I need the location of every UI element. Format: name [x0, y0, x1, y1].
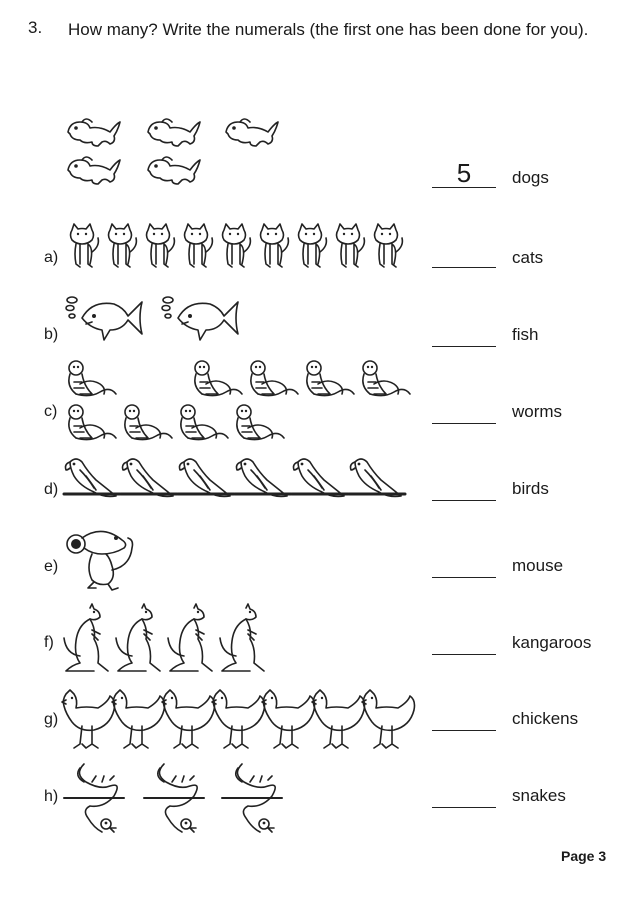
snake-pictures: [64, 762, 304, 836]
worm-pictures: [66, 360, 426, 446]
answer-blank[interactable]: [432, 395, 496, 424]
question-instruction: How many? Write the numerals (the first one has been done for you).: [68, 20, 589, 39]
row-label: d): [44, 481, 59, 498]
row-label: e): [44, 558, 59, 575]
row-label: g): [44, 711, 59, 728]
row-label: b): [44, 326, 59, 343]
animal-name: kangaroos: [512, 633, 592, 652]
answer-blank[interactable]: [432, 779, 496, 808]
cat-pictures: [66, 222, 416, 272]
kangaroo-pictures: [64, 604, 274, 678]
chicken-pictures: [64, 688, 414, 754]
answer-blank[interactable]: [432, 549, 496, 578]
answer-blank[interactable]: [432, 239, 496, 268]
answer-blank[interactable]: [432, 702, 496, 731]
page-number: Page 3: [561, 848, 607, 864]
animal-name: worms: [512, 402, 563, 421]
answer-blank[interactable]: [432, 626, 496, 655]
dog-pictures: [66, 112, 306, 192]
row-label: h): [44, 788, 59, 805]
animal-name: mouse: [512, 556, 564, 575]
row-label: c): [44, 403, 58, 420]
animal-name: fish: [512, 325, 539, 344]
question-number: 3.: [28, 18, 43, 37]
fish-pictures: [64, 296, 264, 356]
example-animal-name: dogs: [512, 168, 549, 187]
row-label: a): [44, 249, 59, 266]
answer-blank[interactable]: [432, 318, 496, 347]
animal-name: snakes: [512, 786, 566, 805]
answer-blank[interactable]: [432, 472, 496, 501]
mouse-picture: [64, 526, 144, 596]
animal-name: cats: [512, 248, 544, 267]
row-label: f): [44, 634, 54, 651]
example-answer: 5: [432, 159, 496, 188]
animal-name: chickens: [512, 709, 579, 728]
animal-name: birds: [512, 479, 549, 498]
bird-pictures: [62, 456, 412, 506]
